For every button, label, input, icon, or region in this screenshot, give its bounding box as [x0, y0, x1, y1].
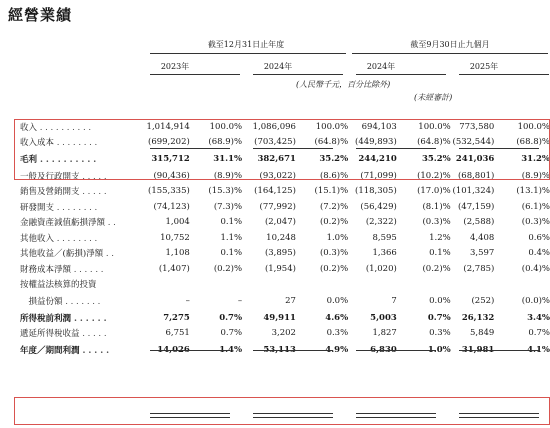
dot-leader: . . . . . . . . . .: [37, 155, 97, 165]
amount-cell: (449,893): [355, 137, 397, 148]
amount-cell: (68,801): [457, 170, 495, 181]
amount-cell: 244,210: [358, 154, 397, 164]
dot-leader: . . . . . . . .: [54, 233, 98, 244]
percent-cell: 31.1%: [213, 154, 243, 164]
subtotal-rule: [356, 350, 436, 351]
percent-cell: (68.8)%: [516, 137, 550, 148]
amount-cell: 10,752: [160, 232, 190, 243]
percent-cell: 0.1%: [429, 248, 451, 259]
percent-cell: 0.3%: [326, 328, 349, 339]
percent-cell: 1.2%: [429, 232, 451, 243]
total-double-rule: [459, 413, 539, 418]
percent-cell: (8.6)%: [319, 170, 349, 181]
amount-cell: [348, 277, 397, 293]
dot-leader: . . . . . . . .: [54, 138, 98, 149]
amount-cell: 1,366: [372, 248, 397, 259]
amount-cell: 3,202: [271, 328, 296, 339]
percent-cell: (0.2)%: [422, 263, 451, 274]
amount-cell: –: [185, 296, 190, 306]
subtotal-rule: [150, 148, 230, 149]
amount-cell: (2,588): [463, 217, 495, 228]
row-label: 銷售及營銷開支 . . . . .: [20, 187, 107, 198]
percent-cell: 1.1%: [220, 232, 243, 243]
amount-cell: 26,132: [461, 312, 495, 323]
year-2023: 2023年: [160, 62, 190, 71]
row-label: 收入成本 . . . . . . . .: [20, 138, 98, 149]
table-row: [20, 277, 550, 293]
percent-cell: 100.0%: [418, 121, 451, 132]
amount-cell: (3,895): [264, 248, 296, 259]
period-nine-months: 截至9月30日止九個月: [410, 40, 490, 49]
percent-cell: 35.2%: [319, 154, 349, 164]
amount-cell: (699,202): [148, 137, 190, 148]
dot-leader: . . . . .: [79, 187, 107, 198]
amount-cell: 6,751: [165, 328, 190, 339]
percent-cell: (0.2)%: [213, 263, 243, 274]
amount-cell: (2,047): [264, 217, 296, 228]
total-double-rule: [150, 413, 230, 418]
percent-cell: (0.0)%: [521, 296, 550, 306]
amount-cell: 5,003: [370, 312, 397, 323]
percent-cell: 0.7%: [220, 328, 243, 339]
amount-cell: 773,580: [459, 121, 495, 132]
percent-cell: 0.4%: [528, 248, 550, 259]
period-full-year: 截至12月31日止年度: [207, 40, 285, 49]
percent-cell: (68.9)%: [208, 137, 243, 148]
dot-leader: . . . . .: [79, 329, 107, 340]
amount-cell: 694,103: [361, 121, 397, 132]
year-2025-nine-months: 2025年: [469, 62, 499, 71]
year-rule: [253, 74, 343, 75]
amount-cell: [451, 277, 495, 293]
dot-leader: . . . . . . . .: [54, 202, 98, 213]
percent-cell: [397, 277, 451, 293]
amount-cell: 7: [391, 296, 397, 306]
header-rule-full-year: [150, 53, 346, 54]
table-row: [20, 261, 550, 277]
percent-cell: (7.2)%: [319, 201, 349, 212]
percent-cell: (0.3)%: [521, 217, 550, 228]
table-row: [20, 292, 550, 310]
subtotal-rule: [459, 148, 539, 149]
row-label: 一般及行政開支 . . . . .: [20, 171, 107, 182]
row-label: 其他收益／(虧損)淨額 . .: [20, 249, 114, 260]
amount-cell: 14,026: [157, 345, 190, 355]
percent-cell: 0.6%: [528, 232, 550, 243]
percent-cell: (0.2)%: [319, 217, 349, 228]
percent-cell: 35.2%: [421, 154, 451, 164]
amount-cell: [242, 277, 296, 293]
amount-cell: 49,911: [263, 312, 296, 323]
table-row: [20, 246, 550, 262]
amount-cell: (90,436): [153, 170, 190, 181]
amount-cell: 1,004: [165, 217, 190, 228]
year-rule: [356, 74, 446, 75]
percent-cell: 0.7%: [219, 312, 243, 323]
highlight-box-profit: [14, 397, 550, 425]
subtotal-rule: [356, 148, 436, 149]
percent-cell: (10.2)%: [417, 170, 451, 181]
year-rule: [459, 74, 549, 75]
subtotal-rule: [253, 350, 333, 351]
amount-cell: (252): [471, 296, 495, 306]
percent-cell: (15.3)%: [208, 186, 243, 197]
percent-cell: [494, 277, 550, 293]
amount-cell: (118,305): [355, 186, 397, 197]
amount-cell: (1,407): [158, 263, 190, 274]
percent-cell: 0.0%: [326, 296, 349, 306]
amount-cell: (47,159): [457, 201, 495, 212]
percent-cell: 31.2%: [521, 154, 550, 164]
amount-cell: (93,022): [259, 170, 296, 181]
amount-cell: (2,322): [365, 217, 397, 228]
percent-cell: 0.3%: [429, 328, 451, 339]
row-label: 按權益法核算的投資: [20, 280, 97, 291]
total-double-rule: [253, 413, 333, 418]
amount-cell: (1,020): [365, 263, 397, 274]
percent-cell: 0.1%: [220, 217, 243, 228]
dot-leader: . . . . . . .: [62, 297, 101, 307]
dot-leader: . . . . .: [79, 171, 107, 182]
dot-leader: . . . . .: [79, 346, 110, 356]
percent-cell: –: [237, 296, 243, 306]
percent-cell: (13.1)%: [516, 186, 550, 197]
dot-leader: . . . . . .: [71, 264, 104, 275]
amount-cell: 10,248: [266, 232, 296, 243]
percent-cell: (8.1)%: [422, 201, 451, 212]
amount-cell: (56,429): [360, 201, 397, 212]
amount-cell: 27: [285, 296, 296, 306]
percent-cell: 0.1%: [220, 248, 243, 259]
percent-cell: [190, 277, 242, 293]
row-label: 所得稅前利潤 . . . . . .: [20, 313, 107, 324]
percent-cell: [296, 277, 348, 293]
table-row: [20, 199, 550, 215]
amount-cell: 31,981: [461, 345, 495, 355]
percent-cell: (6.1)%: [521, 201, 550, 212]
table-row: [20, 326, 550, 342]
percent-cell: (17.0)%: [417, 186, 451, 197]
percent-cell: 0.7%: [528, 328, 550, 339]
amount-cell: 4,408: [470, 232, 495, 243]
table-row: [20, 230, 550, 246]
section-title: 經營業績: [8, 6, 73, 24]
amount-cell: 382,671: [257, 154, 296, 164]
amount-cell: 1,014,914: [146, 121, 190, 132]
percent-cell: 1.0%: [427, 345, 451, 355]
percent-cell: (64.8)%: [417, 137, 451, 148]
percent-cell: (0.3)%: [319, 248, 349, 259]
subtotal-rule: [459, 350, 539, 351]
dot-leader: . .: [103, 249, 114, 260]
percent-cell: (0.4)%: [521, 263, 550, 274]
amount-cell: (532,544): [452, 137, 495, 148]
percent-cell: (0.2)%: [319, 263, 349, 274]
year-2024-full: 2024年: [263, 62, 293, 71]
amount-cell: 1,086,096: [252, 121, 296, 132]
row-label: 損益份額 . . . . . . .: [20, 297, 101, 307]
row-label: 財務成本淨額 . . . . . .: [20, 264, 104, 275]
percent-cell: 0.7%: [427, 312, 451, 323]
row-label: 研發開支 . . . . . . . .: [20, 202, 98, 213]
percent-cell: 100.0%: [209, 121, 243, 132]
amount-cell: 1,108: [165, 248, 190, 259]
amount-cell: (2,785): [463, 263, 495, 274]
amount-cell: (1,954): [264, 263, 296, 274]
unit-note: (人民幣千元，百分比除外): [296, 80, 391, 89]
row-label: 金融資產減值虧損淨額 . .: [20, 218, 116, 229]
percent-cell: 0.0%: [429, 296, 451, 306]
percent-cell: (64.8)%: [314, 137, 349, 148]
amount-cell: (71,099): [360, 170, 397, 181]
subtotal-rule: [150, 350, 230, 351]
percent-cell: (15.1)%: [314, 186, 349, 197]
dot-leader: . . . . . .: [71, 313, 107, 324]
amount-cell: (77,992): [259, 201, 296, 212]
subtotal-rule: [253, 148, 333, 149]
amount-cell: 1,827: [372, 328, 397, 339]
total-double-rule: [356, 413, 436, 418]
percent-cell: (7.3)%: [213, 201, 243, 212]
amount-cell: (74,123): [153, 201, 190, 212]
amount-cell: 7,275: [163, 312, 190, 323]
amount-cell: (101,324): [452, 186, 495, 197]
amount-cell: (155,335): [148, 186, 190, 197]
amount-cell: 8,595: [372, 232, 397, 243]
amount-cell: 3,597: [470, 248, 495, 259]
table-row: [20, 310, 550, 326]
percent-cell: 4.6%: [325, 312, 349, 323]
highlight-box-revenue-gross-profit: [14, 119, 550, 180]
percent-cell: 1.0%: [326, 232, 349, 243]
row-label: 遞延所得稅收益 . . . . .: [20, 329, 107, 340]
percent-cell: 1.4%: [219, 345, 243, 355]
percent-cell: (0.3)%: [422, 217, 451, 228]
amount-cell: [136, 277, 190, 293]
percent-cell: 100.0%: [517, 121, 550, 132]
year-2024-nine-months: 2024年: [366, 62, 396, 71]
row-label: 其他收入 . . . . . . . .: [20, 233, 98, 244]
table-row: [20, 184, 550, 200]
percent-cell: 100.0%: [315, 121, 349, 132]
amount-cell: 315,712: [151, 154, 190, 164]
header-rule-nine-months: [352, 53, 548, 54]
row-label: 年度／期間利潤 . . . . .: [20, 346, 110, 356]
table-row: [20, 215, 550, 231]
amount-cell: 6,830: [370, 345, 397, 355]
row-label: 收入 . . . . . . . . . .: [20, 122, 92, 133]
percent-cell: 4.1%: [527, 345, 550, 355]
amount-cell: 53,113: [263, 345, 296, 355]
percent-cell: (8.9)%: [213, 170, 243, 181]
percent-cell: 4.9%: [325, 345, 349, 355]
year-rule: [150, 74, 240, 75]
dot-leader: . .: [105, 218, 116, 229]
dot-leader: . . . . . . . . . .: [37, 122, 92, 133]
amount-cell: (703,425): [254, 137, 296, 148]
percent-cell: 3.4%: [527, 312, 550, 323]
row-label: 毛利 . . . . . . . . . .: [20, 155, 97, 165]
amount-cell: 241,036: [455, 154, 495, 164]
amount-cell: 5,849: [470, 328, 495, 339]
unaudited-note: (未經審計): [414, 93, 453, 102]
amount-cell: (164,125): [254, 186, 296, 197]
percent-cell: (8.9)%: [521, 170, 550, 181]
